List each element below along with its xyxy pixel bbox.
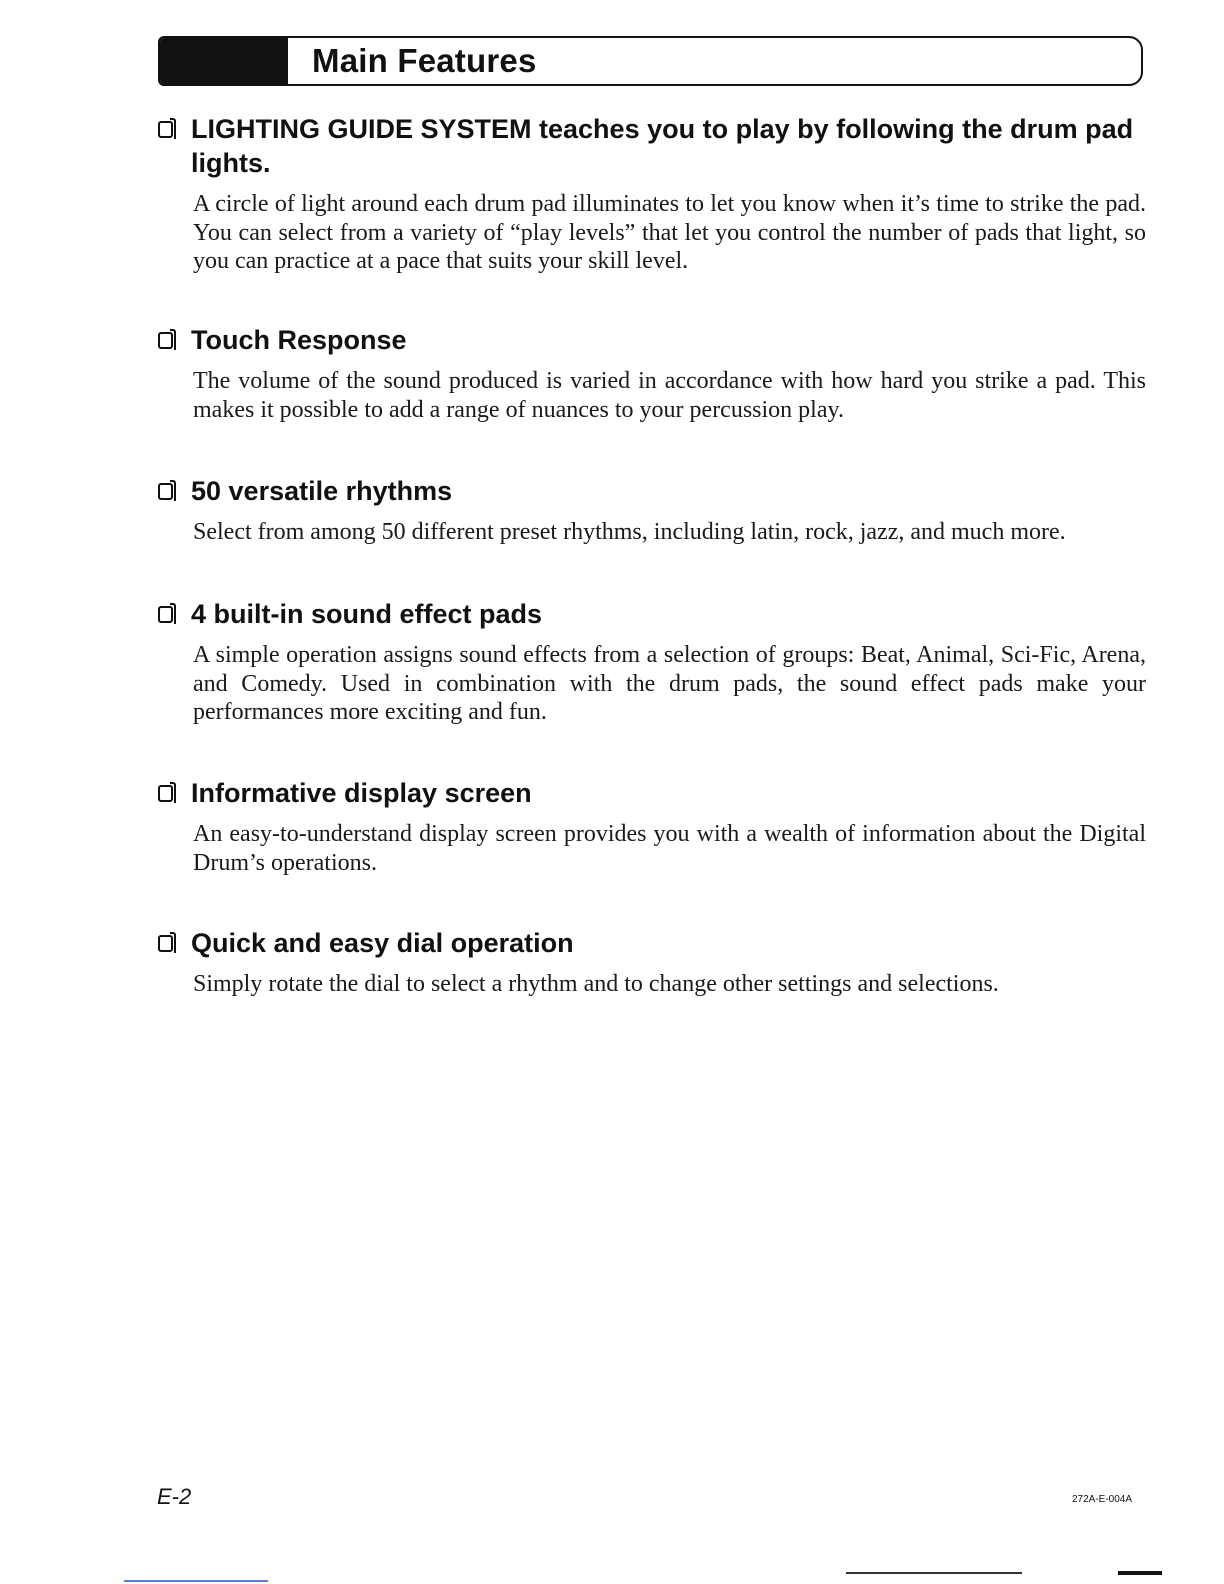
feature-display-screen: [156, 776, 1146, 877]
feature-lighting-guide: [156, 112, 1146, 276]
feature-heading: [156, 112, 1146, 180]
section-header-banner: [158, 36, 1143, 86]
feature-heading: [156, 474, 1146, 508]
checkbox-bullet-icon: [158, 785, 173, 802]
feature-touch-response: [156, 323, 1146, 424]
scan-artifact-line: [124, 1580, 268, 1582]
feature-sound-effect-pads: [156, 597, 1146, 727]
feature-title: Quick and easy dial operation: [191, 928, 574, 958]
page-number: E-2: [157, 1484, 192, 1509]
header-black-block: [160, 38, 288, 84]
feature-heading: [156, 597, 1146, 631]
scan-artifact-line: [846, 1572, 1022, 1574]
checkbox-bullet-icon: [158, 935, 173, 952]
feature-heading: [156, 776, 1146, 810]
feature-description: The volume of the sound produced is varied in accordance with how hard you strike a pad. This makes it possible to add a range of nuances to your percussion play.: [193, 368, 1146, 423]
checkbox-bullet-icon: [158, 121, 173, 138]
feature-title: Touch Response: [191, 325, 407, 355]
checkbox-bullet-icon: [158, 332, 173, 349]
feature-heading: [156, 323, 1146, 357]
feature-description: Select from among 50 different preset rhythms, including latin, rock, jazz, and much more.: [193, 519, 1066, 545]
feature-heading: [156, 926, 1146, 960]
feature-title: Informative display screen: [191, 778, 532, 808]
feature-title: 50 versatile rhythms: [191, 476, 453, 506]
scan-artifact-mark: [1118, 1571, 1162, 1575]
feature-description: A simple operation assigns sound effects from a selection of groups: Beat, Animal, Sci-Fic, Arena, and Comedy. Used in combination with the drum pads, the sound effect pads make your performances more exciting and fun.: [193, 642, 1146, 725]
feature-description: An easy-to-understand display screen provides you with a wealth of information about the Digital Drum’s operations.: [193, 821, 1146, 876]
document-code: 272A-E-004A: [1072, 1494, 1133, 1505]
feature-rhythms: [156, 474, 1146, 547]
feature-dial-operation: [156, 926, 1146, 999]
feature-title: 4 built-in sound effect pads: [191, 599, 543, 629]
checkbox-bullet-icon: [158, 483, 173, 500]
feature-description: Simply rotate the dial to select a rhythm and to change other settings and selections.: [193, 971, 999, 997]
feature-description: A circle of light around each drum pad illuminates to let you know when it’s time to strike the pad. You can select from a variety of “play levels” that let you control the number of pads that light, so you can practice at a pace that suits your skill level.: [193, 191, 1146, 274]
feature-title: LIGHTING GUIDE SYSTEM teaches you to play by following the drum pad lights.: [191, 114, 1134, 178]
page-title: Main Features: [312, 42, 537, 79]
checkbox-bullet-icon: [158, 606, 173, 623]
